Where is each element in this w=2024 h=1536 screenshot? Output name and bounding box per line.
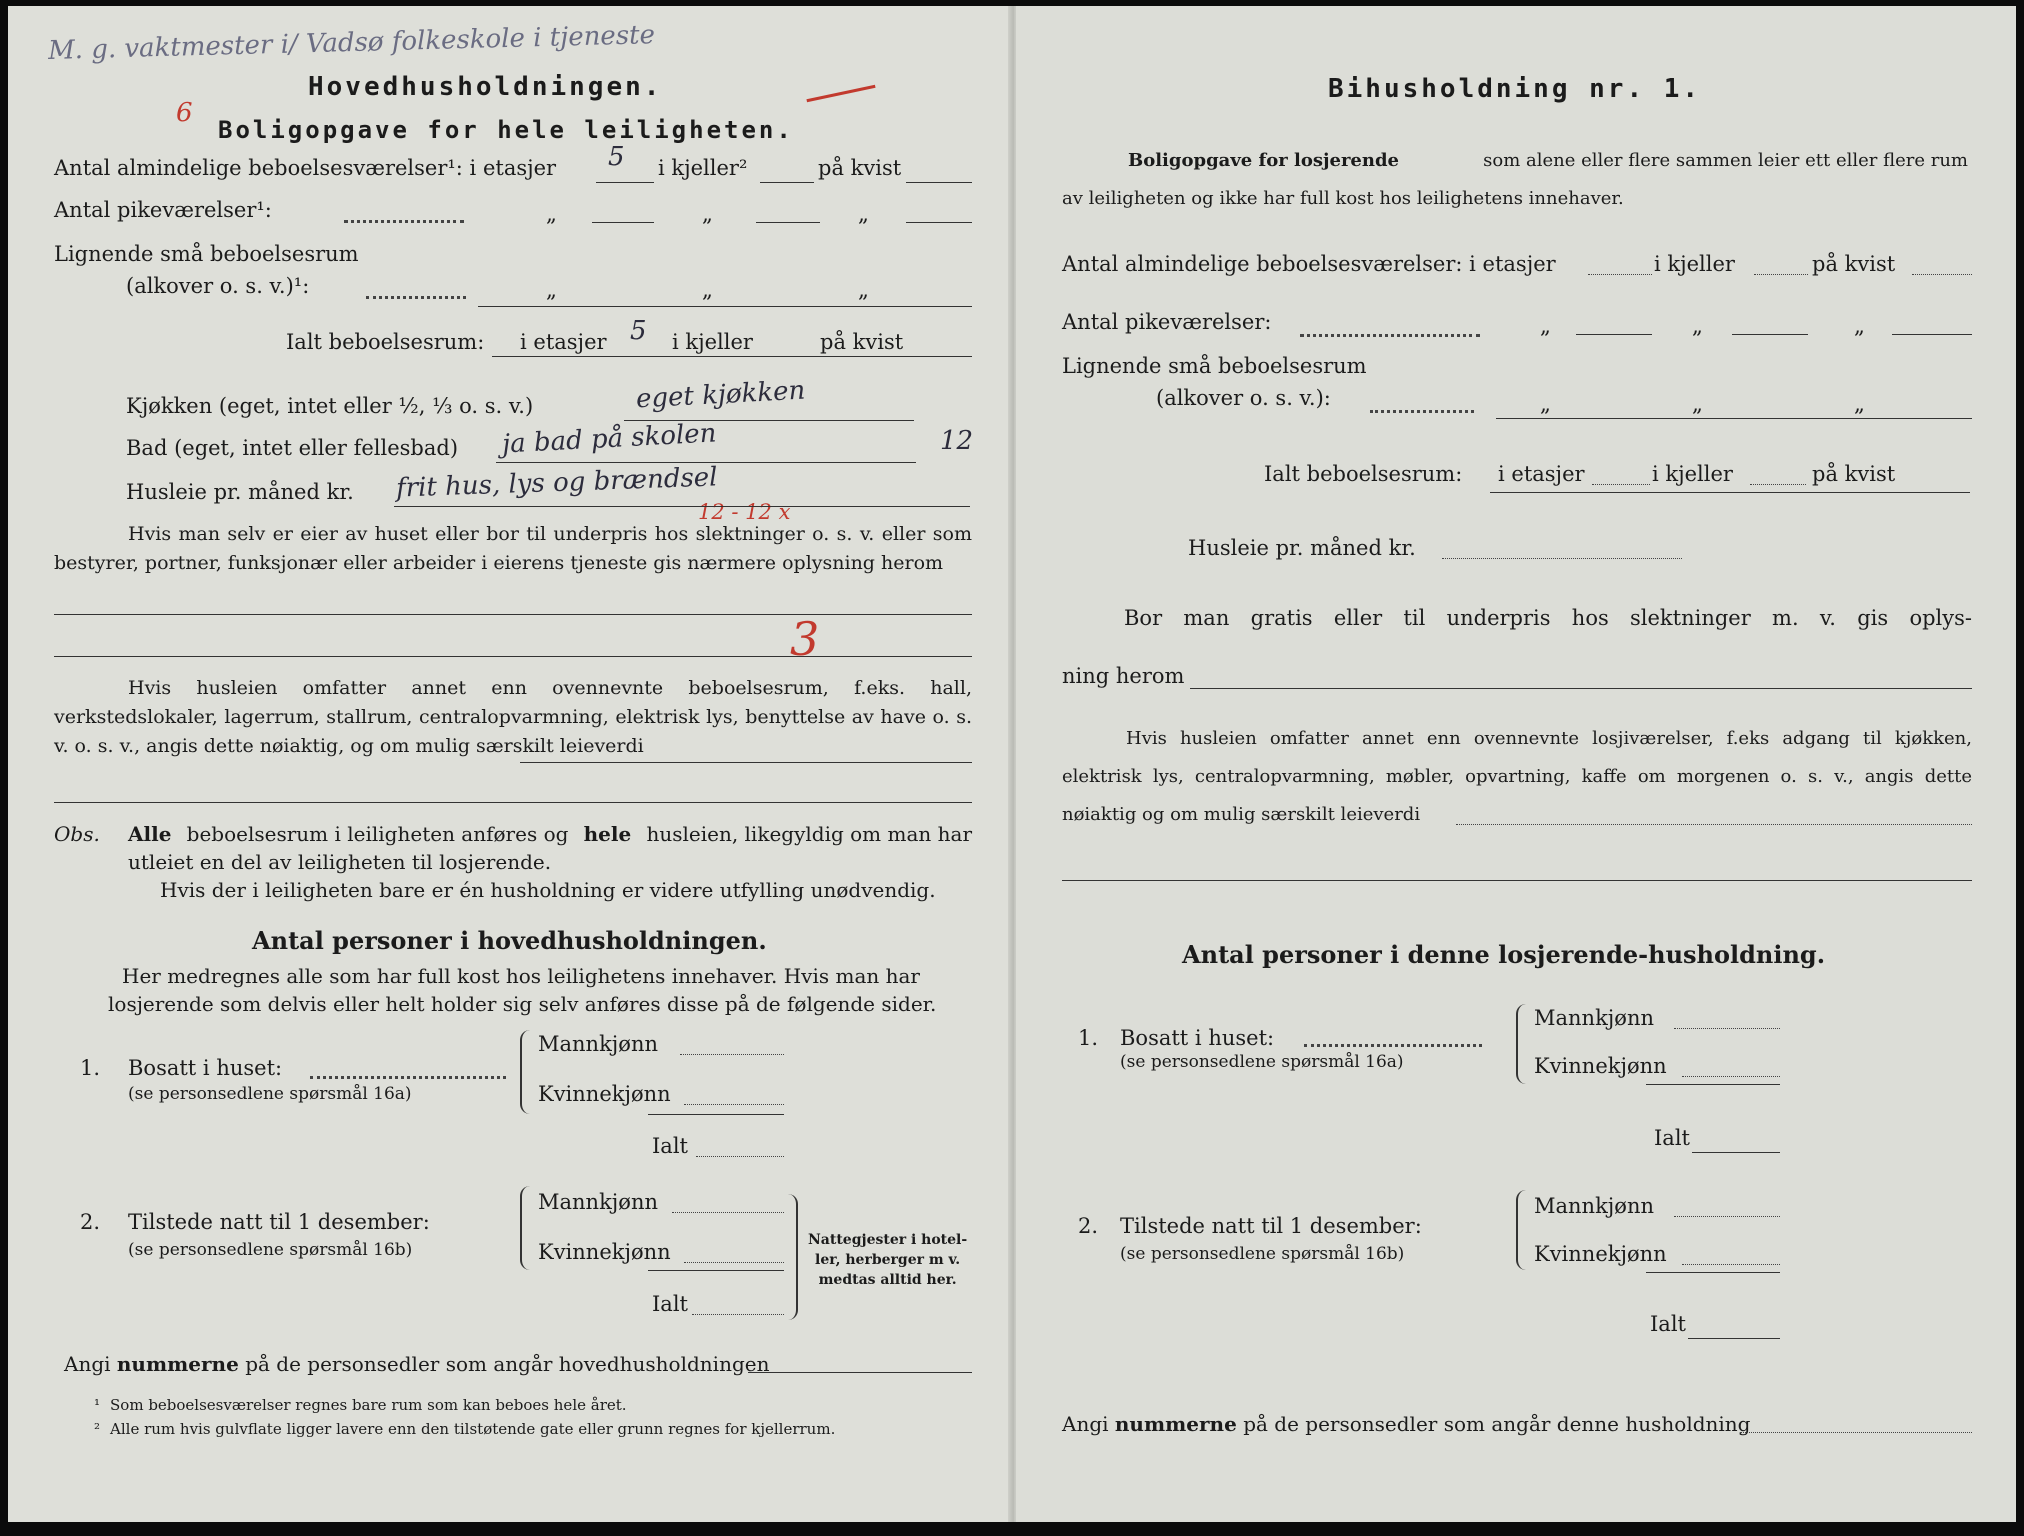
q1-brace <box>1516 1004 1528 1084</box>
q1-number: 1. <box>80 1056 101 1080</box>
rooms-label: Antal almindelige beboelsesværelser: i etasjer <box>1062 252 1556 276</box>
obs-alle: Alle <box>128 822 172 846</box>
nattegjester-line: ler, herberger m v. <box>815 1252 961 1268</box>
pike-etasjer-field[interactable] <box>1576 334 1652 335</box>
ialt-field[interactable] <box>492 356 972 357</box>
kjeller-label: i kjeller² <box>658 156 748 180</box>
q2-sum-rule <box>1646 1272 1780 1273</box>
eier-line-2[interactable] <box>54 656 972 657</box>
page-subtitle: Boligopgave for hele leiligheten. <box>218 116 794 144</box>
pikevaerelser-leader <box>344 220 464 223</box>
q2-right-brace <box>784 1194 798 1320</box>
nattegjester-line: medtas alltid her. <box>818 1272 957 1288</box>
kjeller-label: i kjeller <box>1654 252 1735 276</box>
obs-line-2: utleiet en del av leiligheten til losjerende. <box>128 850 552 874</box>
eier-instructions: Hvis man selv er eier av huset eller bor til underpris hos slektninger o. s. v. eller som bestyrer, portner, funksjonær eller arbeider i eierens tjeneste gis nærmere oplysning herom <box>54 523 972 574</box>
footnote-mark: ² <box>94 1420 101 1438</box>
red-check-mark <box>806 85 875 102</box>
q2-kvinne-label: Kvinnekjønn <box>1534 1242 1667 1266</box>
angi-nummerne: nummerne <box>116 1352 239 1376</box>
q1-kvinne-field[interactable] <box>1682 1076 1780 1077</box>
q1-number: 1. <box>1078 1026 1099 1050</box>
q1-mann-label: Mannkjønn <box>538 1032 659 1056</box>
nattegjester-line: Nattegjester i hotel- <box>808 1232 968 1248</box>
footnote-1 <box>94 1396 627 1414</box>
ialt-etasjer-field[interactable] <box>1592 484 1650 485</box>
q1-ialt-field[interactable] <box>696 1156 784 1157</box>
etasjer-field[interactable] <box>1588 274 1652 275</box>
handwritten-occupation-note: M. g. vaktmester i/ Vadsø folkeskole i tjeneste <box>47 20 656 66</box>
alkover-field[interactable] <box>478 306 972 307</box>
footnote-text: Som beboelsesværelser regnes bare rum som kan beboes hele året. <box>110 1396 627 1414</box>
kjokken-label: Kjøkken (eget, intet eller ½, ⅓ o. s. v.) <box>126 394 534 418</box>
handwritten-red-6: 6 <box>176 98 193 128</box>
census-form-sheet <box>8 6 2016 1522</box>
q2-number: 2. <box>80 1210 101 1234</box>
ialt-label: Ialt beboelsesrum: <box>286 330 485 354</box>
kjokken-value: eget kjøkken <box>635 375 806 415</box>
obs-line-3: Hvis der i leiligheten bare er én husholdning er videre utfylling unødvendig. <box>160 878 936 902</box>
obs-label: Obs. <box>54 822 100 846</box>
ialt-kjeller-field[interactable] <box>1750 484 1806 485</box>
ditto-mark: „ <box>1540 314 1551 338</box>
page-title: Bihusholdning nr. 1. <box>1328 74 1702 104</box>
pike-etasjer-field[interactable] <box>592 222 654 223</box>
ditto-mark: „ <box>546 278 557 302</box>
ditto-mark: „ <box>858 202 869 226</box>
bad-value: ja bad på skolen <box>501 418 718 460</box>
angi-line <box>64 1352 769 1376</box>
husleie-field[interactable] <box>1442 558 1682 559</box>
ditto-mark: „ <box>1692 392 1703 416</box>
ditto-mark: „ <box>1854 314 1865 338</box>
q2-mann-field[interactable] <box>1674 1216 1780 1217</box>
q2-ialt-label: Ialt <box>652 1292 688 1316</box>
q1-mann-field[interactable] <box>680 1054 784 1055</box>
alkover-label-1: Lignende små beboelsesrum <box>54 242 359 266</box>
pikevaerelser-leader <box>1300 334 1480 337</box>
kvist-label: på kvist <box>818 156 902 180</box>
omfatter-line-1[interactable] <box>520 762 972 763</box>
alkover-leader <box>366 296 466 299</box>
gratis-field[interactable] <box>1190 688 1972 689</box>
q1-mann-field[interactable] <box>1674 1028 1780 1029</box>
ialt-etasjer-value: 5 <box>630 316 647 346</box>
personer-text-2: losjerende som delvis eller helt holder sig selv anføres disse på de følgende sider. <box>108 992 937 1016</box>
husleie-red-note: 12 - 12 x <box>698 500 791 524</box>
husleie-label: Husleie pr. måned kr. <box>126 480 354 504</box>
angi-text: Angi <box>64 1352 111 1376</box>
page-title: Hovedhusholdningen. <box>308 72 663 102</box>
angi-text: på de personsedler som angår denne husholdning <box>1243 1412 1751 1436</box>
q2-kvinne-field[interactable] <box>684 1262 784 1263</box>
husleie-value: frit hus, lys og brændsel <box>395 462 718 504</box>
etasjer-field[interactable] <box>596 182 654 183</box>
omfatter-line-2[interactable] <box>54 802 972 803</box>
angi-text: Angi <box>1062 1412 1109 1436</box>
footnote-2 <box>94 1420 835 1438</box>
obs-line-1 <box>128 822 972 846</box>
alkover-field[interactable] <box>1496 418 1972 419</box>
q2-mann-field[interactable] <box>672 1212 784 1213</box>
kvist-field[interactable] <box>1912 274 1972 275</box>
alkover-label-2: (alkover o. s. v.)¹: <box>126 274 310 298</box>
q1-leader <box>1304 1044 1482 1047</box>
pike-kvist-field[interactable] <box>906 222 972 223</box>
pike-kjeller-field[interactable] <box>756 222 820 223</box>
q2-kvinne-label: Kvinnekjønn <box>538 1240 671 1264</box>
kvist-field[interactable] <box>906 182 972 183</box>
ditto-mark: „ <box>1540 392 1551 416</box>
kvist-label: på kvist <box>1812 252 1896 276</box>
q1-kvinne-label: Kvinnekjønn <box>538 1082 671 1106</box>
alkover-label-1: Lignende små beboelsesrum <box>1062 354 1367 378</box>
q2-sub: (se personsedlene spørsmål 16b) <box>128 1240 413 1260</box>
q2-mann-label: Mannkjønn <box>1534 1194 1655 1218</box>
ditto-mark: „ <box>702 278 713 302</box>
omfatter-line-2[interactable] <box>1062 880 1972 881</box>
footnote-text: Alle rum hvis gulvflate ligger lavere enn den tilstøtende gate eller grunn regnes for kjellerrum. <box>110 1420 836 1438</box>
ialt-rule <box>1490 492 1970 493</box>
ialt-kjeller-label: i kjeller <box>672 330 753 354</box>
husleie-field[interactable] <box>394 506 970 507</box>
omfatter-instructions: Hvis husleien omfatter annet enn ovennevnte beboelsesrum, f.eks. hall, verkstedslokaler, lagerrum, stallrum, centralopvarmning, elektrisk lys, benyttelse av have o. s. v. o. s. v., angis dette nøiaktig, og om mulig særskilt leieverdi <box>54 677 972 757</box>
intro-bold: Boligopgave for losjerende <box>1128 150 1400 171</box>
q1-label: Bosatt i huset: <box>128 1056 283 1080</box>
q1-kvinne-label: Kvinnekjønn <box>1534 1054 1667 1078</box>
q2-brace <box>1516 1190 1528 1270</box>
ialt-kvist-label: på kvist <box>820 330 904 354</box>
angi-nummerne: nummerne <box>1114 1412 1237 1436</box>
q1-ialt-label: Ialt <box>1654 1126 1690 1150</box>
q2-sum-rule <box>648 1270 784 1271</box>
alkover-leader <box>1370 410 1474 413</box>
q1-brace <box>520 1030 532 1114</box>
q2-number: 2. <box>1078 1214 1099 1238</box>
obs-hele: hele <box>583 822 632 846</box>
ialt-etasjer-label: i etasjer <box>520 330 607 354</box>
q1-mann-label: Mannkjønn <box>1534 1006 1655 1030</box>
nattegjester-note <box>808 1230 967 1290</box>
ialt-label: Ialt beboelsesrum: <box>1264 462 1463 486</box>
husleie-label: Husleie pr. måned kr. <box>1188 536 1416 560</box>
etasjer-value: 5 <box>608 142 625 172</box>
left-page <box>8 6 1012 1522</box>
ialt-kjeller-label: i kjeller <box>1652 462 1733 486</box>
pikevaerelser-label: Antal pikeværelser¹: <box>54 198 272 222</box>
omfatter-line-1[interactable] <box>1456 824 1972 825</box>
bad-number: 12 <box>940 426 974 456</box>
q2-ialt-field[interactable] <box>692 1314 784 1315</box>
eier-line-1[interactable] <box>54 614 972 615</box>
bad-label: Bad (eget, intet eller fellesbad) <box>126 436 459 460</box>
q1-sum-rule <box>648 1114 784 1115</box>
omfatter-instructions: Hvis husleien omfatter annet enn ovennevnte losjiværelser, f.eks adgang til kjøkken, elektrisk lys, centralopvarmning, møbler, opvartning, kaffe om morgenen o. s. v., angis dette nøiaktig og om mulig særskilt leieverdi <box>1062 728 1972 825</box>
q1-sum-rule <box>1646 1084 1780 1085</box>
q1-leader <box>310 1076 506 1079</box>
obs-text-part: husleien, likegyldig om man har <box>646 822 972 846</box>
q2-label: Tilstede natt til 1 desember: <box>1120 1214 1422 1238</box>
pike-kvist-field[interactable] <box>1892 334 1972 335</box>
gratis-line-2: ning herom <box>1062 664 1185 688</box>
personer-title: Antal personer i hovedhusholdningen. <box>252 926 767 955</box>
right-page <box>1016 6 2016 1522</box>
q2-brace <box>520 1186 532 1270</box>
q2-mann-label: Mannkjønn <box>538 1190 659 1214</box>
q1-ialt-field[interactable] <box>1692 1152 1780 1153</box>
ditto-mark: „ <box>702 202 713 226</box>
q2-ialt-field[interactable] <box>1688 1338 1780 1339</box>
handwritten-red-3: 3 <box>790 612 820 666</box>
ditto-mark: „ <box>1854 392 1865 416</box>
q1-sub: (se personsedlene spørsmål 16a) <box>128 1084 412 1104</box>
q1-kvinne-field[interactable] <box>684 1104 784 1105</box>
ditto-mark: „ <box>858 278 869 302</box>
q2-sub: (se personsedlene spørsmål 16b) <box>1120 1244 1405 1264</box>
intro-line-1 <box>1128 150 1968 171</box>
angi-field[interactable] <box>748 1372 972 1373</box>
obs-text-part: beboelsesrum i leiligheten anføres og <box>186 822 569 846</box>
kjeller-field[interactable] <box>1754 274 1808 275</box>
rooms-label: Antal almindelige beboelsesværelser¹: i etasjer <box>54 156 557 180</box>
pike-kjeller-field[interactable] <box>1732 334 1808 335</box>
q1-label: Bosatt i huset: <box>1120 1026 1275 1050</box>
ditto-mark: „ <box>1692 314 1703 338</box>
q2-label: Tilstede natt til 1 desember: <box>128 1210 430 1234</box>
q2-ialt-label: Ialt <box>1650 1312 1686 1336</box>
q1-ialt-label: Ialt <box>652 1134 688 1158</box>
ditto-mark: „ <box>546 202 557 226</box>
pikevaerelser-label: Antal pikeværelser: <box>1062 310 1272 334</box>
angi-text: på de personsedler som angår hovedhusholdningen <box>245 1352 770 1376</box>
angi-line <box>1062 1412 1750 1436</box>
q2-kvinne-field[interactable] <box>1682 1264 1780 1265</box>
personer-text-1: Her medregnes alle som har full kost hos leilighetens innehaver. Hvis man har <box>122 964 920 988</box>
intro-text: som alene eller flere sammen leier ett eller flere rum <box>1483 150 1968 171</box>
intro-line-2: av leiligheten og ikke har full kost hos leilighetens innehaver. <box>1062 188 1624 209</box>
kjeller-field[interactable] <box>760 182 814 183</box>
alkover-label-2: (alkover o. s. v.): <box>1156 386 1331 410</box>
ialt-etasjer-label: i etasjer <box>1498 462 1585 486</box>
personer-title: Antal personer i denne losjerende-husholdning. <box>1182 940 1826 969</box>
gratis-line-1: Bor man gratis eller til underpris hos slektninger m. v. gis oplys- <box>1124 606 1972 630</box>
q1-sub: (se personsedlene spørsmål 16a) <box>1120 1052 1404 1072</box>
footnote-mark: ¹ <box>94 1396 101 1414</box>
ialt-kvist-label: på kvist <box>1812 462 1896 486</box>
angi-field[interactable] <box>1740 1432 1972 1433</box>
